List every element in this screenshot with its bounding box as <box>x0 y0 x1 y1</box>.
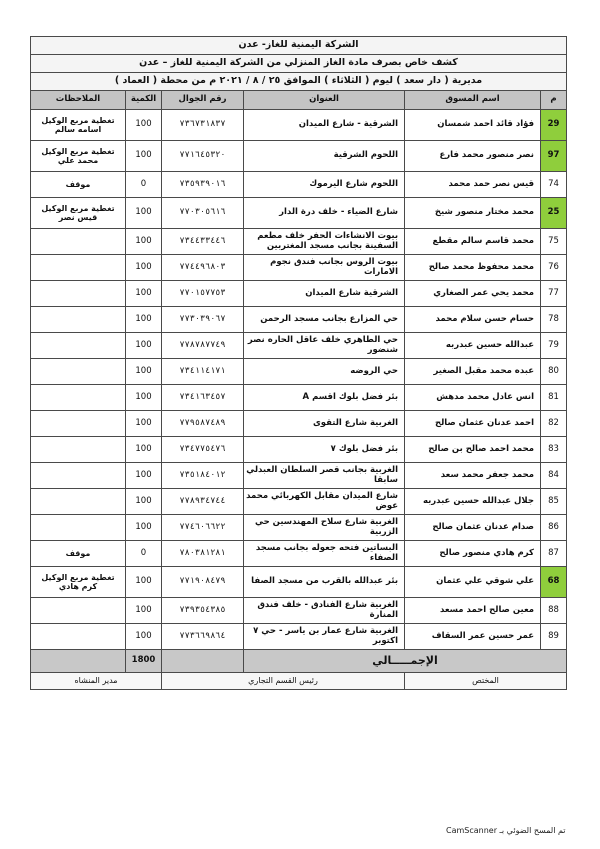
row-address: بيوت الروس بجانب فندق نجوم الامارات <box>244 255 405 281</box>
row-num: 88 <box>541 598 567 624</box>
row-phone: ٧٣٥٩٣٩٠١٦ <box>162 172 244 198</box>
row-address: اللحوم الشرقية <box>244 141 405 172</box>
row-num: 89 <box>541 624 567 650</box>
row-notes <box>31 437 126 463</box>
col-qty: الكمية <box>126 91 162 110</box>
row-name: قيس نصر حمد محمد <box>405 172 541 198</box>
total-label: الإجمـــــالي <box>244 650 567 673</box>
header-details-row <box>31 73 567 91</box>
table-row <box>31 141 567 172</box>
row-name: جلال عبدالله حسين عبدربه <box>405 489 541 515</box>
row-num: 29 <box>541 110 567 141</box>
row-qty: 100 <box>126 307 162 333</box>
row-address: الغربية شارع الفنادق - خلف فندق المنارة <box>244 598 405 624</box>
col-address: العنوان <box>244 91 405 110</box>
row-num: 83 <box>541 437 567 463</box>
table-row <box>31 489 567 515</box>
row-notes <box>31 515 126 541</box>
row-name: عبدالله حسين عبدربه <box>405 333 541 359</box>
row-num: 86 <box>541 515 567 541</box>
row-qty: 100 <box>126 567 162 598</box>
total-empty <box>162 650 244 673</box>
table-row <box>31 172 567 198</box>
row-phone: ٧٣٥١٨٤٠١٢ <box>162 463 244 489</box>
row-qty: 0 <box>126 541 162 567</box>
row-qty: 100 <box>126 411 162 437</box>
row-address: بئر عبدالله بالقرب من مسجد الصفا <box>244 567 405 598</box>
row-num: 79 <box>541 333 567 359</box>
row-notes: موقف <box>31 541 126 567</box>
row-qty: 0 <box>126 172 162 198</box>
col-name: اسم المسوق <box>405 91 541 110</box>
table-row <box>31 567 567 598</box>
row-qty: 100 <box>126 359 162 385</box>
row-notes <box>31 333 126 359</box>
row-phone: ٧٧٩٥٨٧٤٨٩ <box>162 411 244 437</box>
table-row <box>31 541 567 567</box>
col-phone: رقم الجوال <box>162 91 244 110</box>
row-phone: ٧٧٨٧٨٧٧٤٩ <box>162 333 244 359</box>
row-name: محمد محفوظ محمد صالح <box>405 255 541 281</box>
col-num: م <box>541 91 567 110</box>
row-num: 87 <box>541 541 567 567</box>
table-row <box>31 110 567 141</box>
table-row <box>31 198 567 229</box>
row-address: الغربية بجانب قصر السلطان العبدلي سابقا <box>244 463 405 489</box>
row-num: 74 <box>541 172 567 198</box>
row-num: 85 <box>541 489 567 515</box>
signature-row <box>31 673 567 690</box>
row-notes <box>31 307 126 333</box>
row-address: الشرقية شارع الميدان <box>244 281 405 307</box>
row-num: 97 <box>541 141 567 172</box>
row-qty: 100 <box>126 385 162 411</box>
row-qty: 100 <box>126 437 162 463</box>
row-phone: ٧٧٨٩٣٤٧٤٤ <box>162 489 244 515</box>
header-company-row <box>31 37 567 55</box>
row-qty: 100 <box>126 333 162 359</box>
row-notes: تغطية مربع الوكيل محمد علي <box>31 141 126 172</box>
total-row <box>31 650 567 673</box>
row-num: 81 <box>541 385 567 411</box>
row-qty: 100 <box>126 515 162 541</box>
table-row <box>31 359 567 385</box>
sign-facility-manager: مدير المنشاه <box>31 673 162 690</box>
total-qty: 1800 <box>126 650 162 673</box>
row-notes <box>31 359 126 385</box>
row-qty: 100 <box>126 110 162 141</box>
row-qty: 100 <box>126 198 162 229</box>
row-address: حي المزارع بجانب مسجد الرحمن <box>244 307 405 333</box>
row-notes <box>31 229 126 255</box>
table-row <box>31 333 567 359</box>
row-name: علي شوقي علي عثمان <box>405 567 541 598</box>
row-notes <box>31 624 126 650</box>
row-address: حي الطاهري خلف عاقل الحاره نصر شنضور <box>244 333 405 359</box>
row-name: حسام حسن سلام محمد <box>405 307 541 333</box>
company-name: الشركة اليمنية للغاز- عدن <box>31 37 567 55</box>
row-name: معين صالح احمد مسعد <box>405 598 541 624</box>
header-subject-row <box>31 55 567 73</box>
row-notes: تغطية مربع الوكيل قيس نصر <box>31 198 126 229</box>
row-num: 78 <box>541 307 567 333</box>
row-qty: 100 <box>126 229 162 255</box>
row-phone: ٧٨٠٣٨١٢٨١ <box>162 541 244 567</box>
scanner-footer: تم المسح الضوئي بـ CamScanner <box>446 826 566 835</box>
row-phone: ٧٧٤٦٠٦٦٢٢ <box>162 515 244 541</box>
row-qty: 100 <box>126 624 162 650</box>
table-row <box>31 281 567 307</box>
sign-specialist: المختص <box>405 673 567 690</box>
row-address: اللحوم شارع اليرموك <box>244 172 405 198</box>
row-address: البساتين فتحه جعوله بجانب مسجد الصفاء <box>244 541 405 567</box>
row-notes <box>31 411 126 437</box>
row-phone: ٧٧٣٠٣٩٠٦٧ <box>162 307 244 333</box>
table-body <box>31 110 567 650</box>
row-notes <box>31 255 126 281</box>
row-address: بئر فضل بلوك ٧ <box>244 437 405 463</box>
row-name: عمر حسين عمر السقاف <box>405 624 541 650</box>
row-phone: ٧٧١٦٤٥٣٢٠ <box>162 141 244 172</box>
row-phone: ٧٧٠١٥٧٧٥٣ <box>162 281 244 307</box>
row-phone: ٧٧٤٤٩٦٨٠٣ <box>162 255 244 281</box>
row-notes <box>31 598 126 624</box>
row-notes: موقف <box>31 172 126 198</box>
row-name: محمد قاسم سالم مقطع <box>405 229 541 255</box>
row-notes <box>31 489 126 515</box>
sheet-subject: كشف خاص بصرف مادة الغاز المنزلي من الشركة اليمنية للغاز – عدن <box>31 55 567 73</box>
table-row <box>31 385 567 411</box>
table-row <box>31 411 567 437</box>
row-address: الغربية شارع سلاح المهندسين حي الزربية <box>244 515 405 541</box>
row-name: فؤاد قائد احمد شمسان <box>405 110 541 141</box>
row-num: 75 <box>541 229 567 255</box>
row-notes: تغطية مربع الوكيل كرم هادي <box>31 567 126 598</box>
row-name: انس عادل محمد مدهش <box>405 385 541 411</box>
row-name: نصر منصور محمد فارع <box>405 141 541 172</box>
row-qty: 100 <box>126 463 162 489</box>
sign-commercial-head: رئيس القسم التجاري <box>162 673 405 690</box>
row-address: بيوت الانشاءات الحفر خلف مطعم السفينة بجانب مسجد المغتربين <box>244 229 405 255</box>
table-row <box>31 307 567 333</box>
table-row <box>31 229 567 255</box>
row-address: حي الروضه <box>244 359 405 385</box>
total-notes-empty <box>31 650 126 673</box>
row-qty: 100 <box>126 598 162 624</box>
column-header-row <box>31 91 567 110</box>
table-row <box>31 598 567 624</box>
row-num: 82 <box>541 411 567 437</box>
table-row <box>31 437 567 463</box>
row-num: 68 <box>541 567 567 598</box>
row-phone: ٧٧٣٦٦٩٨٦٤ <box>162 624 244 650</box>
row-name: احمد عدنان عثمان صالح <box>405 411 541 437</box>
row-address: شارع الميدان مقابل الكهربائي محمد عوض <box>244 489 405 515</box>
row-qty: 100 <box>126 141 162 172</box>
row-phone: ٧٣٤٤٣٣٤٤٦ <box>162 229 244 255</box>
row-name: صدام عدنان عثمان صالح <box>405 515 541 541</box>
row-name: محمد يحي عمر الصغاري <box>405 281 541 307</box>
row-num: 80 <box>541 359 567 385</box>
row-phone: ٧٣٤١٦٣٤٥٧ <box>162 385 244 411</box>
table-row <box>31 463 567 489</box>
row-num: 77 <box>541 281 567 307</box>
distribution-sheet <box>30 36 566 690</box>
row-phone: ٧٣٤١١٤١٧١ <box>162 359 244 385</box>
row-phone: ٧٣٤٧٧٥٤٧٦ <box>162 437 244 463</box>
row-phone: ٧٣٩٣٥٤٣٨٥ <box>162 598 244 624</box>
row-qty: 100 <box>126 489 162 515</box>
row-notes <box>31 385 126 411</box>
row-num: 76 <box>541 255 567 281</box>
table-row <box>31 515 567 541</box>
row-name: كرم هادي منصور صالح <box>405 541 541 567</box>
row-address: الشرقية - شارع الميدان <box>244 110 405 141</box>
row-name: محمد احمد صالح بن صالح <box>405 437 541 463</box>
row-notes <box>31 463 126 489</box>
row-num: 25 <box>541 198 567 229</box>
distribution-table <box>30 36 567 690</box>
row-phone: ٧٣٦٧٣١٨٣٧ <box>162 110 244 141</box>
row-address: شارع الضياء - خلف درة الدار <box>244 198 405 229</box>
row-address: الغربية شارع عمار بن ياسر - حي ٧ اكتوبر <box>244 624 405 650</box>
row-name: عبده محمد مقبل الصغير <box>405 359 541 385</box>
row-name: محمد مختار منصور شيخ <box>405 198 541 229</box>
row-notes: تغطية مربع الوكيل اسامه سالم <box>31 110 126 141</box>
row-address: بئر فضل بلوك اقسم A <box>244 385 405 411</box>
table-row <box>31 255 567 281</box>
row-num: 84 <box>541 463 567 489</box>
row-qty: 100 <box>126 281 162 307</box>
row-name: محمد جعفر محمد سعد <box>405 463 541 489</box>
row-phone: ٧٧١٩٠٨٤٧٩ <box>162 567 244 598</box>
col-notes: الملاحظات <box>31 91 126 110</box>
row-address: الغربية شارع التقوى <box>244 411 405 437</box>
row-notes <box>31 281 126 307</box>
row-phone: ٧٧٠٣٠٥٦١٦ <box>162 198 244 229</box>
sheet-details: مديرية ( دار سعد ) ليوم ( الثلاثاء ) الموافق ٢٥ / ٨ / ٢٠٢١ م من محطة ( العماد ) <box>31 73 567 91</box>
table-row <box>31 624 567 650</box>
row-qty: 100 <box>126 255 162 281</box>
